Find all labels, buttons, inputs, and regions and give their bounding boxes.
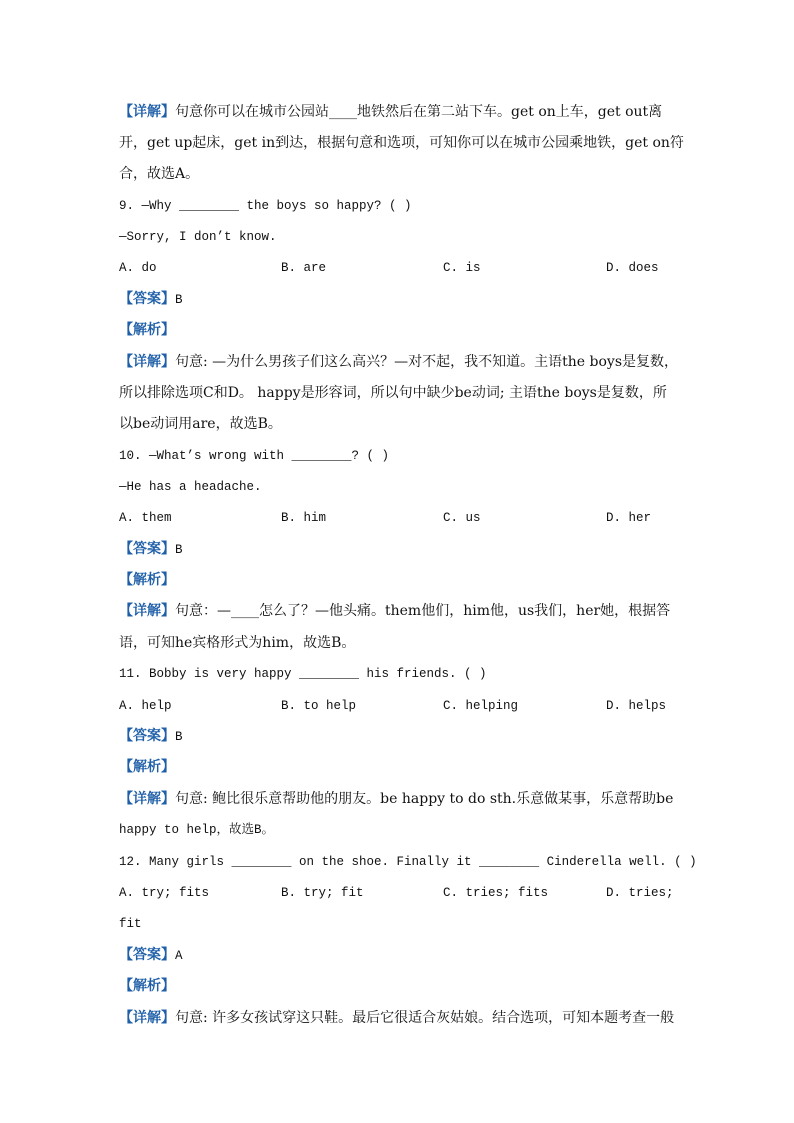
q12-option-d: D. tries; — [606, 886, 674, 900]
q12-detail-text-1: 句意: 许多女孩试穿这只鞋。最后它很适合灰姑娘。结合选项，可知本题考查一般 — [175, 1010, 675, 1026]
detail-label: 【详解】 — [119, 603, 175, 619]
q10-option-c: C. us — [443, 511, 481, 525]
q12-answer-value: A — [175, 949, 183, 963]
q11-option-d: D. helps — [606, 699, 667, 713]
q10-detail-line-1 — [119, 602, 679, 620]
q11-option-c: C. helping — [443, 699, 519, 713]
q11-answer-value: B — [175, 730, 183, 744]
q8-detail-text-1: 句意你可以在城市公园站____地铁然后在第二站下车。get on上车，get out离 — [175, 104, 663, 120]
detail-label: 【详解】 — [119, 791, 175, 807]
q12-detail-line-1 — [119, 1009, 679, 1027]
q9-analysis — [119, 321, 679, 339]
q12-analysis — [119, 977, 679, 995]
q10-option-a: A. them — [119, 511, 172, 525]
q9-option-a: A. do — [119, 261, 157, 275]
answer-label: 【答案】 — [119, 947, 175, 963]
q9-detail-line-1 — [119, 353, 679, 371]
q12-option-c: C. tries; fits — [443, 886, 549, 900]
q10-answer — [119, 540, 679, 559]
analysis-label: 【解析】 — [119, 759, 175, 775]
q11-detail-line-1 — [119, 790, 679, 808]
q9-detail-line-3: 以be动词用are，故选B。 — [119, 416, 282, 432]
q9-detail-line-2: 所以排除选项C和D。 happy是形容词，所以句中缺少be动词; 主语the boys是复数，所 — [119, 385, 667, 401]
q11-question: 11. Bobby is very happy ________ his friends. ( ) — [119, 667, 487, 681]
analysis-label: 【解析】 — [119, 572, 175, 588]
q12-answer — [119, 946, 679, 965]
answer-label: 【答案】 — [119, 728, 175, 744]
q8-detail-line-2: 开，get up起床，get in到达，根据句意和选项，可知你可以在城市公园乘地铁，get on符 — [119, 135, 684, 151]
detail-label: 【详解】 — [119, 1010, 175, 1026]
q12-option-d-wrap: fit — [119, 917, 142, 931]
q12-option-b: B. try; fit — [281, 886, 364, 900]
q10-analysis — [119, 571, 679, 589]
detail-label: 【详解】 — [119, 104, 175, 120]
q10-question: 10. —What’s wrong with ________? ( ) — [119, 449, 390, 463]
q11-option-a: A. help — [119, 699, 172, 713]
q11-detail-line-2: happy to help，故选B。 — [119, 823, 275, 837]
q11-analysis — [119, 758, 679, 776]
q9-option-c: C. is — [443, 261, 481, 275]
q8-detail-line-3: 合，故选A。 — [119, 166, 200, 182]
q9-option-d: D. does — [606, 261, 659, 275]
q10-detail-line-2: 语，可知he宾格形式为him，故选B。 — [119, 635, 356, 651]
q9-reply: —Sorry, I don’t know. — [119, 230, 277, 244]
q10-option-b: B. him — [281, 511, 327, 525]
answer-label: 【答案】 — [119, 541, 175, 557]
q8-detail-line-1 — [119, 103, 679, 121]
analysis-label: 【解析】 — [119, 978, 175, 994]
q10-reply: —He has a headache. — [119, 480, 262, 494]
q10-answer-value: B — [175, 543, 183, 557]
detail-label: 【详解】 — [119, 354, 175, 370]
q11-answer — [119, 727, 679, 746]
q12-option-a: A. try; fits — [119, 886, 210, 900]
analysis-label: 【解析】 — [119, 322, 175, 338]
q12-question: 12. Many girls ________ on the shoe. Finally it ________ Cinderella well. ( ) — [119, 855, 697, 869]
q10-option-d: D. her — [606, 511, 652, 525]
q9-option-b: B. are — [281, 261, 327, 275]
q10-detail-text-1: 句意：—____怎么了？—他头痛。them他们，him他，us我们，her她，根据答 — [175, 603, 671, 619]
q9-answer — [119, 290, 679, 309]
q11-detail-text-1: 句意: 鲍比很乐意帮助他的朋友。be happy to do sth.乐意做某事，乐意帮助be — [175, 791, 674, 807]
q11-option-b: B. to help — [281, 699, 357, 713]
q9-detail-text-1: 句意: —为什么男孩子们这么高兴？—对不起，我不知道。主语the boys是复数， — [175, 354, 679, 370]
answer-label: 【答案】 — [119, 291, 175, 307]
q9-answer-value: B — [175, 293, 183, 307]
q9-question: 9. —Why ________ the boys so happy? ( ) — [119, 199, 412, 213]
